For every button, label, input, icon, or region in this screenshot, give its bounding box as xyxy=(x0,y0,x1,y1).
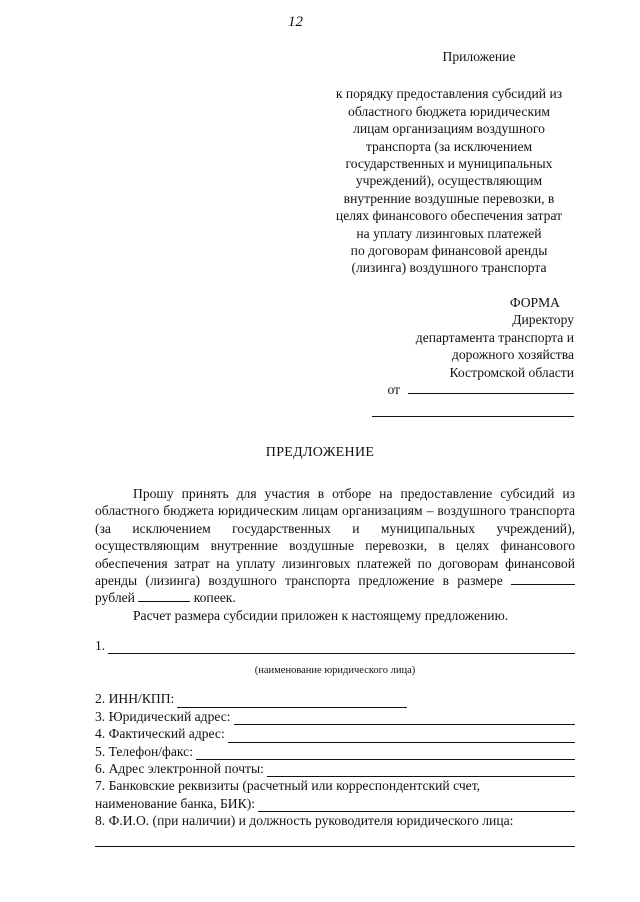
appendix-line: к порядку предоставления субсидий из xyxy=(335,86,563,102)
field-row-8b xyxy=(95,834,575,847)
rubles-label: рублей xyxy=(95,590,135,606)
phone-fax-blank[interactable] xyxy=(196,747,575,760)
field-6-label: 6. Адрес электронной почты: xyxy=(95,761,264,777)
appendix-heading: Приложение xyxy=(442,49,516,64)
legal-entity-name-blank[interactable] xyxy=(108,641,575,654)
kopecks-label: копеек. xyxy=(193,590,236,606)
email-blank[interactable] xyxy=(267,764,575,777)
field-row-7 xyxy=(95,777,575,794)
field-1-label: 1. xyxy=(95,638,106,653)
from-row xyxy=(372,381,574,398)
from-blank-line-2[interactable] xyxy=(372,404,574,417)
appendix-block xyxy=(290,48,608,277)
appendix-line: учреждений), осуществляющим xyxy=(355,173,543,189)
field-5-label: 5. Телефон/факс: xyxy=(95,743,193,759)
document-title: ПРЕДЛОЖЕНИЕ xyxy=(265,445,375,460)
proposal-paragraph-2: Расчет размера субсидии приложен к настоящему предложению. xyxy=(133,607,509,623)
appendix-line: лицам организациям воздушного xyxy=(353,121,545,137)
page-number: 12 xyxy=(288,14,303,30)
amount-kopecks-blank[interactable] xyxy=(138,590,190,602)
field-row-4 xyxy=(95,725,575,742)
field-row-7b xyxy=(95,795,575,812)
field-row-6 xyxy=(95,760,575,777)
appendix-line: (лизинга) воздушного транспорта xyxy=(351,260,547,276)
appendix-line: по договорам финансовой аренды xyxy=(350,243,548,259)
field-7-label-line1: 7. Банковские реквизиты (расчетный или корреспондентский счет, xyxy=(95,778,481,794)
addressee-line: департамента транспорта и xyxy=(415,329,574,345)
field-3-label: 3. Юридический адрес: xyxy=(95,708,231,724)
proposal-body xyxy=(95,485,575,624)
director-name-blank[interactable] xyxy=(95,834,575,847)
form-label: ФОРМА xyxy=(509,295,560,310)
field-row-8 xyxy=(95,812,575,829)
from-blank-line[interactable] xyxy=(408,381,574,394)
field-2-label: 2. ИНН/КПП: xyxy=(95,691,175,707)
field-1-caption: (наименование юридического лица) xyxy=(254,665,416,677)
appendix-line: государственных и муниципальных xyxy=(345,156,553,172)
field-row-1 xyxy=(95,637,575,654)
field-row-5 xyxy=(95,743,575,760)
field-7-label-line2: наименование банка, БИК): xyxy=(95,795,255,811)
addressee-line: Директору xyxy=(512,312,574,328)
appendix-line: на уплату лизинговых платежей xyxy=(356,225,542,241)
amount-rubles-blank[interactable] xyxy=(511,573,575,585)
legal-address-blank[interactable] xyxy=(234,712,575,725)
appendix-line: транспорта (за исключением xyxy=(365,138,533,154)
appendix-line: областного бюджета юридическим xyxy=(348,103,550,119)
field-8-label: 8. Ф.И.О. (при наличии) и должность руководителя юридического лица: xyxy=(95,813,514,829)
addressee-block xyxy=(372,294,574,422)
bank-details-blank[interactable] xyxy=(258,799,575,812)
proposal-text: Прошу принять для участия в отборе на предоставление субсидий из областного бюджета юридическим лицам организациям – воздушного транспорта (за исключением государственных и муниципальных учреждений), осуществляющим внутренние воздушные перевозки, в целях финансового обеспечения затрат на уплату лизинговых платежей по договорам финансовой аренды (лизинга) воздушного транспорта предложение в размере xyxy=(95,486,575,589)
appendix-line: внутренние воздушные перевозки, в xyxy=(343,190,555,206)
addressee-line: Костромской области xyxy=(449,364,574,380)
actual-address-blank[interactable] xyxy=(228,730,575,743)
from-label: от xyxy=(387,382,400,398)
appendix-line: целях финансового обеспечения затрат xyxy=(335,208,563,224)
field-row-2 xyxy=(95,690,575,707)
addressee-line: дорожного хозяйства xyxy=(451,347,574,363)
inn-kpp-blank[interactable] xyxy=(177,695,407,708)
field-4-label: 4. Фактический адрес: xyxy=(95,726,225,742)
proposal-paragraph xyxy=(95,485,575,607)
field-row-3 xyxy=(95,708,575,725)
applicant-fields xyxy=(95,637,575,847)
